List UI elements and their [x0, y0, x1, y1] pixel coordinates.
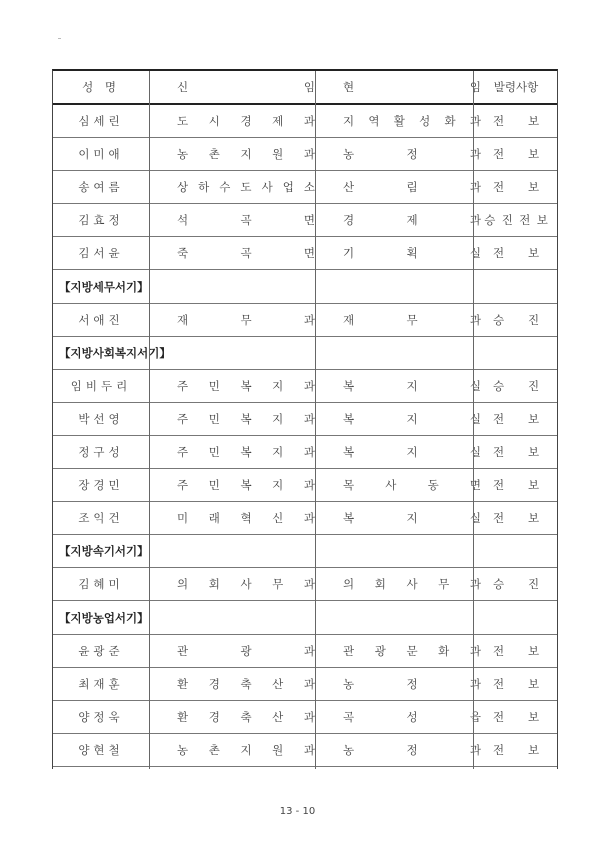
- table-row: [53, 105, 557, 138]
- column-divider: [149, 71, 150, 769]
- table-row: [53, 237, 557, 270]
- cell-current-post: 곡 성 읍: [343, 709, 481, 724]
- cell-new-post: 의 회 사 무 과: [177, 577, 315, 592]
- cell-name: 임비두리: [70, 378, 132, 393]
- cell-new-post: 재 무 과: [177, 312, 315, 327]
- cell-name: 윤광준: [78, 643, 124, 658]
- cell-current-post: 경 제 과: [343, 213, 481, 228]
- cell-action: 전 보: [492, 114, 540, 128]
- table-row: [53, 204, 557, 237]
- cell-new-post: 환 경 축 산 과: [177, 676, 315, 691]
- cell-name: 김효정: [78, 213, 124, 228]
- header-name: 성 명: [82, 80, 120, 94]
- cell-name: 김서윤: [78, 246, 124, 261]
- personnel-table: [52, 69, 558, 769]
- table-row: [53, 734, 557, 767]
- header-new-post: [177, 71, 315, 103]
- cell-action: 전 보: [492, 246, 540, 261]
- cell-action: 전 보: [492, 643, 540, 658]
- table-row: [53, 171, 557, 204]
- cell-new-post: 도 시 경 제 과: [177, 114, 315, 128]
- table-row: [53, 668, 557, 701]
- section-label: 【지방농업서기】: [59, 610, 149, 625]
- cell-current-post: 기 획 실: [343, 246, 481, 261]
- table-row: [53, 436, 557, 469]
- table-row: [53, 502, 557, 535]
- cell-action: 전 보: [492, 709, 540, 724]
- cell-current-post: 재 무 과: [343, 312, 481, 327]
- cell-action: 전 보: [492, 742, 540, 757]
- table-row: [53, 370, 557, 403]
- header-new-post-part: 임: [303, 80, 315, 94]
- cell-action: 승 진: [492, 312, 540, 327]
- cell-new-post: 주 민 복 지 과: [177, 411, 315, 426]
- cell-name: 양정욱: [78, 709, 124, 724]
- cell-current-post: 농 정 과: [343, 147, 481, 162]
- cell-new-post: 석 곡 면: [177, 213, 315, 228]
- table-row: [53, 469, 557, 502]
- table-header: [53, 71, 557, 105]
- cell-current-post: 농 정 과: [343, 742, 481, 757]
- section-label: 【지방세무서기】: [59, 279, 149, 294]
- cell-name: 조익건: [78, 511, 124, 526]
- cell-name: 이미애: [78, 147, 124, 162]
- cell-action: 승 진: [492, 577, 540, 592]
- section-heading: [53, 337, 557, 370]
- header-current-post-part: 임: [469, 80, 481, 94]
- cell-name: 정구성: [78, 445, 124, 459]
- header-current-post-part: 현: [343, 80, 355, 94]
- cell-name: 송여름: [78, 180, 124, 195]
- header-current-post: [343, 71, 481, 103]
- section-heading: [53, 271, 557, 304]
- section-label: 【지방속기서기】: [59, 544, 149, 559]
- cell-name: 박선영: [78, 411, 124, 426]
- cell-current-post: 목 사 동 면: [343, 478, 481, 493]
- cell-name: 양현철: [78, 742, 124, 757]
- cell-current-post: 관 광 문 화 과: [343, 643, 481, 658]
- page-number: 13 - 10: [279, 806, 316, 817]
- cell-action: 전 보: [492, 147, 540, 162]
- cell-name: 심세린: [78, 114, 124, 128]
- cell-new-post: 상 하 수 도 사 업 소: [177, 180, 315, 195]
- column-divider: [315, 71, 316, 769]
- table-row: [53, 304, 557, 337]
- cell-current-post: 의 회 사 무 과: [343, 577, 481, 592]
- column-divider: [473, 71, 474, 769]
- cell-current-post: 지 역 활 성 화 과: [343, 114, 481, 128]
- cell-new-post: 주 민 복 지 과: [177, 445, 315, 459]
- cell-action: 전 보: [492, 676, 540, 691]
- table-row: [53, 568, 557, 601]
- table-row: [53, 701, 557, 734]
- cell-current-post: 복 지 실: [343, 378, 481, 393]
- cell-action: 전 보: [492, 511, 540, 526]
- cell-new-post: 주 민 복 지 과: [177, 378, 315, 393]
- section-label: 【지방사회복지서기】: [59, 345, 171, 360]
- cell-new-post: 환 경 축 산 과: [177, 709, 315, 724]
- cell-new-post: 미 래 혁 신 과: [177, 511, 315, 526]
- header-new-post-part: 신: [177, 80, 189, 94]
- cell-action: 승 진 전 보: [484, 213, 548, 228]
- cell-name: 최재훈: [78, 676, 124, 691]
- table-row: [53, 138, 557, 171]
- header-action: 발령사항: [493, 80, 539, 94]
- cell-name: 김혜미: [78, 577, 124, 592]
- cell-action: 전 보: [492, 445, 540, 459]
- table-row: [53, 635, 557, 668]
- cell-new-post: 농 촌 지 원 과: [177, 742, 315, 757]
- cell-action: 승 진: [492, 378, 540, 393]
- cell-action: 전 보: [492, 478, 540, 493]
- cell-current-post: 농 정 과: [343, 676, 481, 691]
- scan-mark: [58, 38, 61, 39]
- cell-action: 전 보: [492, 411, 540, 426]
- table-row: [53, 403, 557, 436]
- section-heading: [53, 602, 557, 635]
- section-heading: [53, 535, 557, 568]
- cell-action: 전 보: [492, 180, 540, 195]
- cell-new-post: 관 광 과: [177, 643, 315, 658]
- cell-current-post: 복 지 실: [343, 411, 481, 426]
- cell-name: 서애진: [78, 312, 124, 327]
- cell-current-post: 산 림 과: [343, 180, 481, 195]
- cell-current-post: 복 지 실: [343, 511, 481, 526]
- cell-current-post: 복 지 실: [343, 445, 481, 459]
- cell-new-post: 죽 곡 면: [177, 246, 315, 261]
- cell-new-post: 농 촌 지 원 과: [177, 147, 315, 162]
- cell-new-post: 주 민 복 지 과: [177, 478, 315, 493]
- cell-name: 장경민: [78, 478, 124, 493]
